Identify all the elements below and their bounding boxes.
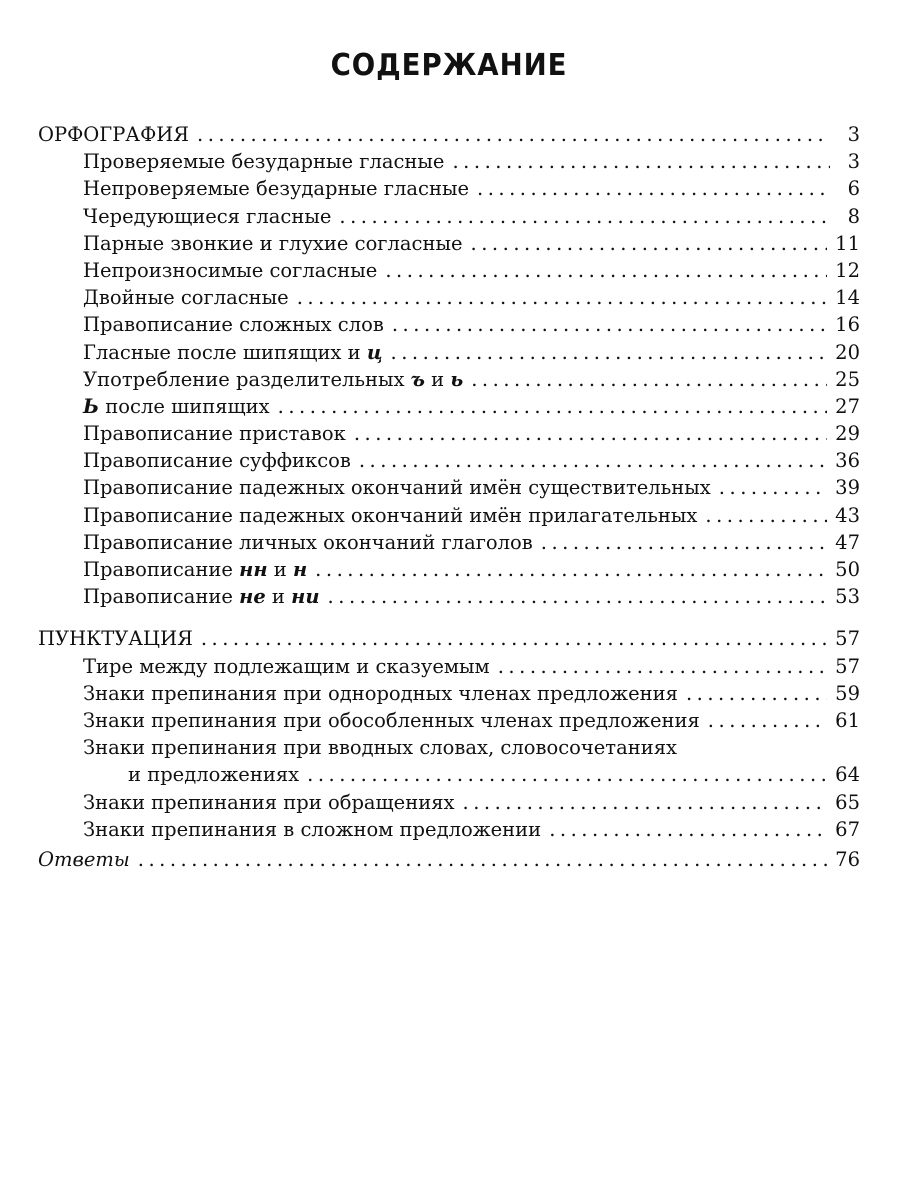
page-number: 27 bbox=[835, 394, 860, 418]
entry-label: Знаки препинания при обособленных членах предложения bbox=[83, 708, 700, 732]
dot-leader bbox=[719, 474, 827, 501]
entry-text: Гласные после шипящих и bbox=[83, 340, 367, 364]
dot-leader bbox=[307, 761, 827, 788]
page-number: 14 bbox=[835, 286, 860, 310]
toc-entry[interactable] bbox=[38, 393, 860, 420]
toc-section-answers[interactable] bbox=[38, 846, 860, 873]
entry-label: Знаки препинания в сложном предложении bbox=[83, 817, 542, 841]
dot-leader bbox=[471, 230, 828, 257]
dot-leader bbox=[708, 707, 827, 734]
toc-entry[interactable] bbox=[38, 284, 860, 311]
entry-label: Знаки препинания при вводных словах, словосочетаниях bbox=[83, 736, 677, 760]
entry-label: Правописание падежных окончаний имён прилагательных bbox=[83, 503, 698, 527]
toc-entry[interactable] bbox=[38, 420, 860, 447]
toc-entry[interactable] bbox=[38, 474, 860, 501]
page-number: 20 bbox=[835, 340, 860, 364]
letter-emphasis: ь bbox=[450, 367, 464, 391]
dot-leader bbox=[498, 653, 827, 680]
page-number: 53 bbox=[835, 585, 860, 609]
dot-leader bbox=[138, 846, 827, 873]
toc-entry[interactable] bbox=[38, 653, 860, 680]
toc-section-punctuation[interactable] bbox=[38, 625, 860, 652]
dot-leader bbox=[354, 420, 827, 447]
toc-entry[interactable] bbox=[38, 529, 860, 556]
entry-label: Непроизносимые согласные bbox=[83, 258, 378, 282]
dot-leader bbox=[278, 393, 828, 420]
entry-label: Знаки препинания при обращениях bbox=[83, 790, 455, 814]
entry-label: Тире между подлежащим и сказуемым bbox=[83, 654, 490, 678]
entry-label: Чередующиеся гласные bbox=[83, 204, 332, 228]
dot-leader bbox=[339, 203, 830, 230]
entry-label bbox=[83, 583, 320, 610]
section-heading: ОРФОГРАФИЯ bbox=[38, 123, 190, 146]
page-number: 61 bbox=[835, 708, 860, 732]
page-number: 6 bbox=[847, 177, 860, 201]
letter-emphasis: н bbox=[292, 558, 308, 581]
page-number: 11 bbox=[835, 231, 860, 255]
entry-text: после шипящих bbox=[99, 394, 270, 418]
letter-emphasis: нн bbox=[239, 558, 268, 581]
entry-label: Правописание падежных окончаний имён существительных bbox=[83, 476, 711, 500]
letter-emphasis: не bbox=[239, 585, 266, 609]
toc-entry[interactable] bbox=[38, 175, 860, 202]
dot-leader bbox=[477, 175, 830, 202]
entry-label: Непроверяемые безударные гласные bbox=[83, 177, 470, 201]
toc-entry[interactable] bbox=[38, 816, 860, 843]
dot-leader bbox=[385, 257, 827, 284]
page-number: 29 bbox=[835, 422, 860, 446]
toc-entry[interactable] bbox=[38, 366, 860, 393]
toc-entry-continuation[interactable] bbox=[38, 761, 860, 788]
page-number: 39 bbox=[835, 476, 860, 500]
page-number: 47 bbox=[835, 530, 860, 554]
table-of-contents bbox=[38, 121, 860, 873]
page-title: СОДЕРЖАНИЕ bbox=[330, 48, 568, 83]
toc-entry[interactable] bbox=[38, 789, 860, 816]
toc-entry[interactable] bbox=[38, 230, 860, 257]
entry-label: Двойные согласные bbox=[83, 286, 289, 310]
entry-text: и bbox=[267, 558, 293, 581]
toc-entry[interactable] bbox=[38, 502, 860, 529]
page-number: 65 bbox=[835, 790, 860, 814]
letter-emphasis: ц bbox=[366, 340, 383, 364]
toc-entry[interactable] bbox=[38, 257, 860, 284]
dot-leader bbox=[315, 556, 827, 583]
toc-entry[interactable] bbox=[38, 148, 860, 175]
page-number: 64 bbox=[835, 763, 860, 787]
entry-label: Правописание сложных слов bbox=[83, 313, 384, 337]
dot-leader bbox=[391, 339, 828, 366]
entry-text: Употребление разделительных bbox=[83, 367, 411, 391]
section-heading: ПУНКТУАЦИЯ bbox=[38, 627, 193, 651]
toc-entry[interactable] bbox=[38, 203, 860, 230]
page-number: 57 bbox=[835, 654, 860, 678]
entry-label bbox=[83, 556, 307, 583]
entry-label: Правописание личных окончаний глаголов bbox=[83, 530, 533, 554]
entry-label: Правописание приставок bbox=[83, 422, 346, 446]
entry-label: Знаки препинания при однородных членах предложения bbox=[83, 681, 678, 705]
toc-entry[interactable] bbox=[38, 447, 860, 474]
page-number: 50 bbox=[835, 558, 860, 581]
section-heading: Ответы bbox=[38, 847, 130, 871]
entry-text: Правописание bbox=[83, 558, 240, 581]
page-number: 36 bbox=[835, 449, 860, 473]
entry-text: и bbox=[424, 367, 451, 391]
page-number: 12 bbox=[835, 258, 860, 282]
toc-entry[interactable] bbox=[38, 556, 860, 583]
entry-label bbox=[83, 366, 463, 393]
page-number: 76 bbox=[835, 847, 860, 871]
page-number: 57 bbox=[835, 627, 860, 651]
dot-leader bbox=[463, 789, 828, 816]
dot-leader bbox=[705, 502, 827, 529]
entry-label bbox=[83, 339, 383, 366]
toc-entry[interactable] bbox=[38, 311, 860, 338]
toc-entry[interactable] bbox=[38, 707, 860, 734]
entry-label: и предложениях bbox=[128, 763, 300, 787]
page-number: 43 bbox=[835, 503, 860, 527]
page-number: 59 bbox=[835, 681, 860, 705]
page-number: 67 bbox=[835, 817, 860, 841]
dot-leader bbox=[197, 121, 830, 148]
entry-text: Правописание bbox=[83, 585, 240, 609]
page-number: 3 bbox=[847, 123, 860, 146]
entry-text: и bbox=[265, 585, 292, 609]
toc-entry[interactable] bbox=[38, 734, 860, 761]
entry-label bbox=[83, 393, 270, 420]
entry-label: Парные звонкие и глухие согласные bbox=[83, 231, 463, 255]
letter-emphasis: ни bbox=[291, 585, 320, 609]
entry-label: Правописание суффиксов bbox=[83, 449, 351, 473]
page-number: 3 bbox=[847, 150, 860, 174]
dot-leader bbox=[541, 529, 827, 556]
letter-emphasis: Ь bbox=[83, 394, 100, 418]
dot-leader bbox=[452, 148, 830, 175]
toc-page bbox=[38, 0, 860, 873]
entry-label: Проверяемые безударные гласные bbox=[83, 150, 445, 174]
toc-entry[interactable] bbox=[38, 339, 860, 366]
toc-entry[interactable] bbox=[38, 680, 860, 707]
toc-section-orthography[interactable] bbox=[38, 121, 860, 148]
page-number: 25 bbox=[835, 367, 860, 391]
dot-leader bbox=[471, 366, 827, 393]
dot-leader bbox=[328, 583, 828, 610]
dot-leader bbox=[297, 284, 827, 311]
page-number: 8 bbox=[847, 204, 860, 228]
dot-leader bbox=[549, 816, 827, 843]
page-number: 16 bbox=[835, 313, 860, 337]
dot-leader bbox=[359, 447, 827, 474]
dot-leader bbox=[201, 625, 827, 652]
toc-entry[interactable] bbox=[38, 583, 860, 610]
letter-emphasis: ъ bbox=[410, 367, 425, 391]
dot-leader bbox=[392, 311, 827, 338]
dot-leader bbox=[686, 680, 827, 707]
